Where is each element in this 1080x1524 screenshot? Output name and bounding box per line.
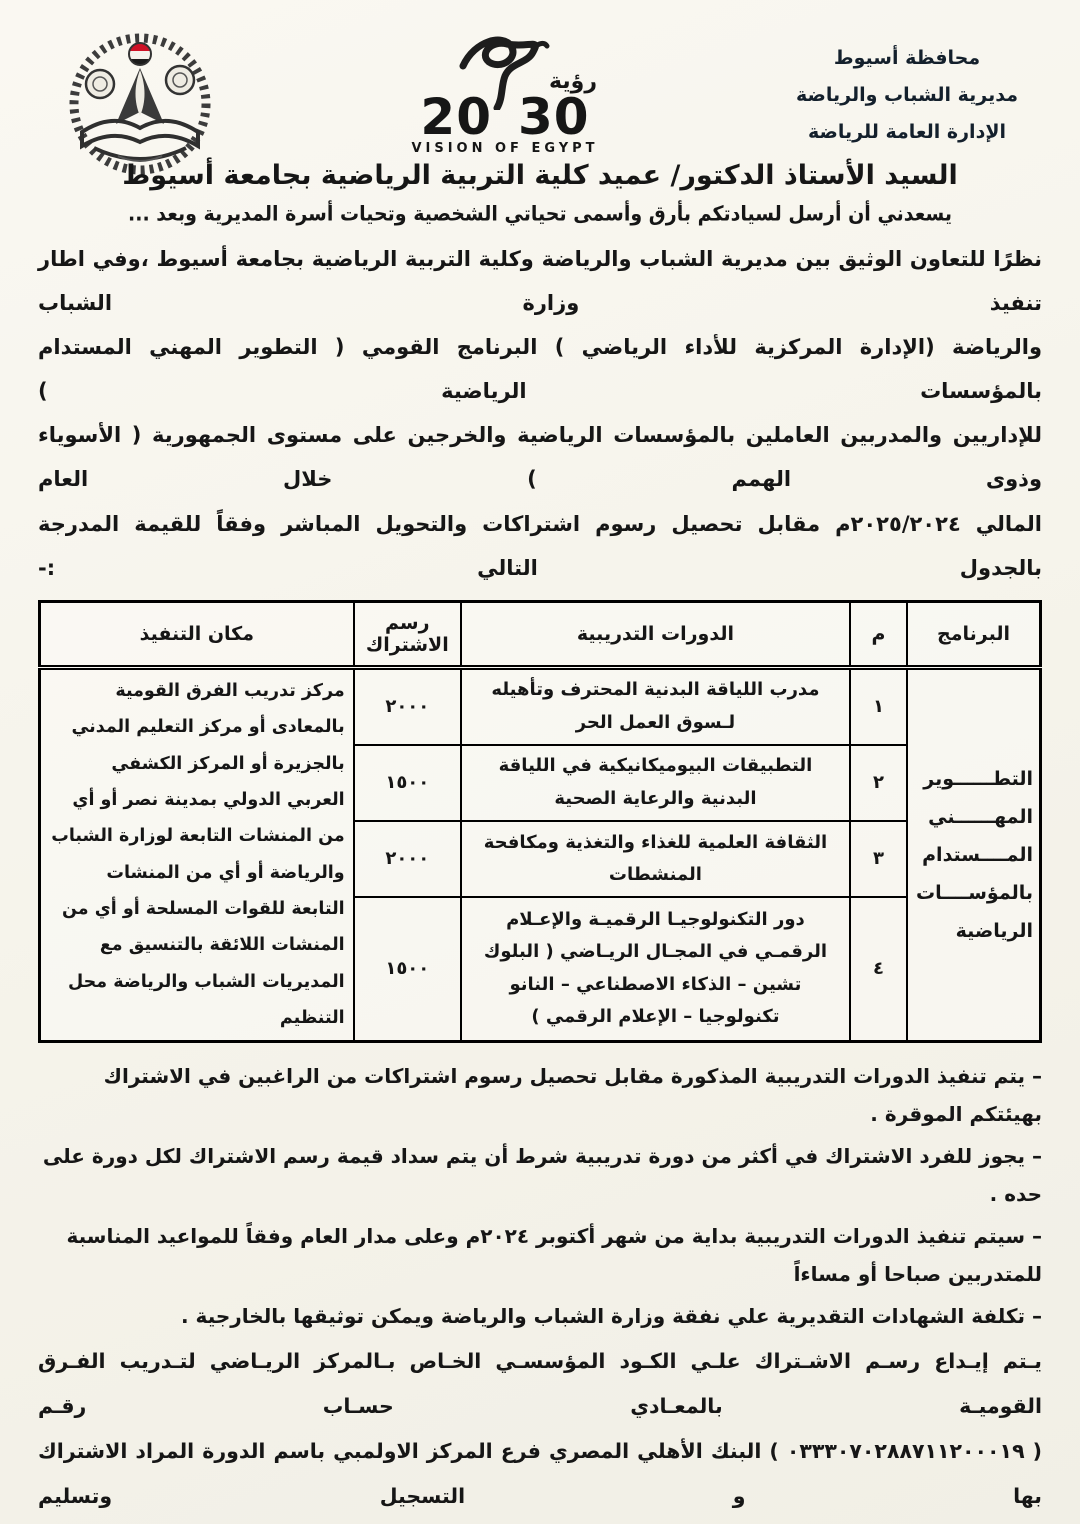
- letter-title: السيد الأستاذ الدكتور/ عميد كلية التربية الرياضية بجامعة أسيوط: [122, 160, 958, 191]
- table-row: [40, 667, 1041, 745]
- row-number: ١: [850, 667, 907, 745]
- governorate-line: محافظة أسيوط: [833, 47, 981, 69]
- vision-2030-logo: [385, 24, 625, 156]
- row-number: ٣: [850, 821, 907, 897]
- condition-item: – يجوز للفرد الاشتراك في أكثر من دورة تدريبية شرط أن يتم سداد قيمة رسم الاشتراك لكل دورة على حده .: [42, 1143, 1042, 1206]
- header-location: مكان التنفيذ: [40, 601, 354, 667]
- table-header-row: [40, 601, 1041, 667]
- location-cell: مركز تدريب الفرق القومية بالمعادى أو مركز التعليم المدني بالجزيرة أو المركز الكشفي العربي الدولي بمدينة نصر أو أي من المنشات التابعة لوزارة الشباب والرياضة أو أي من المنشات التابعة للقوات المسلحة أو أي من المنشات اللائقة بالتنسيق مع المديريات الشباب والرياضة محل التنظيم: [40, 667, 354, 1041]
- letterhead-right-block: [772, 24, 1042, 151]
- sport-administration-line: الإدارة العامة للرياضة: [808, 121, 1006, 144]
- intro-line: المالي ٢٠٢٥/٢٠٢٤م مقابل تحصيل رسوم اشتراكات والتحويل المباشر وفقاً للقيمة المدرجة بالجدول التالي :-: [38, 511, 1042, 580]
- fee-cell: ٢٠٠٠: [354, 821, 461, 897]
- conditions-list: [38, 1057, 1042, 1335]
- fee-cell: ٢٠٠٠: [354, 667, 461, 745]
- condition-item: – سيتم تنفيذ الدورات التدريبية بداية من شهر أكتوبر ٢٠٢٤م وعلى مدار العام وفقاً للمواعيد المناسبة للمتدربين صباحا أو مساءاً: [66, 1223, 1042, 1286]
- payment-line: ( ٠٣٣٣٠٧٠٢٨٨٧١١٢٠٠٠١٩ ) البنك الأهلي المصري فرع المركز الاولمبي باسم الدورة المراد الاشتراك بها و التسجيل وتسليم: [38, 1438, 1042, 1508]
- courses-fees-table: [38, 600, 1042, 1043]
- directorate-line: مديرية الشباب والرياضة: [796, 84, 1018, 107]
- header-courses: الدورات التدريبية: [461, 601, 850, 667]
- header-fee: رسم الاشتراك: [354, 601, 461, 667]
- course-cell: مدرب اللياقة البدنية المحترف وتأهيله لـسوق العمل الحر: [461, 667, 850, 745]
- vision-arabic-word: رؤية: [549, 69, 597, 94]
- payment-paragraph: [38, 1339, 1042, 1524]
- condition-item: – يتم تنفيذ الدورات التدريبية المذكورة مقابل تحصيل رسوم اشتراكات من الراغبين في الاشتراك بهيئتكم الموقرة .: [103, 1063, 1042, 1126]
- intro-line: والرياضة (الإدارة المركزية للأداء الرياضي ) البرنامج القومي ( التطوير المهني المستدام بالمؤسسات الرياضية ): [38, 335, 1042, 404]
- fee-cell: ١٥٠٠: [354, 897, 461, 1041]
- letterhead: [38, 24, 1042, 158]
- row-number: ٢: [850, 745, 907, 821]
- intro-paragraph: [38, 237, 1042, 590]
- row-number: ٤: [850, 897, 907, 1041]
- intro-line: نظرًا للتعاون الوثيق بين مديرية الشباب والرياضة وكلية التربية الرياضية بجامعة أسيوط ،وفي اطار تنفيذ وزارة الشباب: [38, 247, 1042, 316]
- condition-item: – تكلفة الشهادات التقديرية علي نفقة وزارة الشباب والرياضة ويمكن توثيقها بالخارجية .: [181, 1303, 1042, 1328]
- intro-line: للإداريين والمدربين العاملين بالمؤسسات الرياضية والخرجين على مستوى الجمهورية ( الأسوياء وذوى الهمم ) خلال العام: [38, 423, 1042, 492]
- greeting-line: يسعدني أن أرسل لسيادتكم بأرق وأسمى تحياتي الشخصية وتحيات أسرة المديرية وبعد ...: [128, 202, 952, 226]
- egypt-calligraphy-icon: [445, 32, 555, 114]
- payment-line: يـتم إيـداع رسـم الاشـتراك علـي الكـود المؤسسـي الخـاص بـالمركز الريـاضي لتـدريب الفـرق القوميـة بالمعـادي حسـاب رقـم: [38, 1348, 1042, 1418]
- course-cell: دور التكنولوجيـا الرقميـة والإعـلام الرقمـي في المجـال الريـاضي ( البلوك تشين – الذكاء الاصطناعي – النانو تكنولوجيا – الإعلام الرقمي ): [461, 897, 850, 1041]
- payment-line: [38, 1519, 1042, 1524]
- course-cell: الثقافة العلمية للغذاء والتغذية ومكافحة المنشطات: [461, 821, 850, 897]
- header-number: م: [850, 601, 907, 667]
- year-30: 30: [518, 88, 590, 146]
- fee-cell: ١٥٠٠: [354, 745, 461, 821]
- header-program: البرنامج: [907, 601, 1040, 667]
- program-cell: التطــــــوير المهــــــني المــــستدام بالمؤســــات الرياضية: [907, 667, 1040, 1041]
- course-cell: التطبيقات البيوميكانيكية في اللياقة البدنية والرعاية الصحية: [461, 745, 850, 821]
- year-20: 20: [420, 88, 492, 146]
- vision-caption: VISION OF EGYPT: [411, 140, 599, 156]
